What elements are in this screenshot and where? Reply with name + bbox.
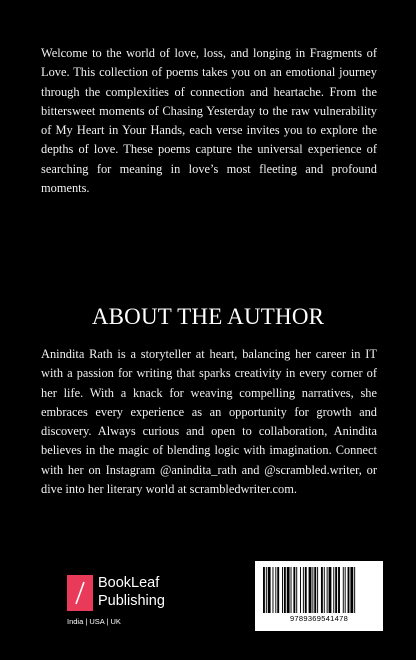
barcode-bar xyxy=(266,567,267,613)
barcode-bar xyxy=(263,567,265,613)
barcode-bar xyxy=(293,567,295,613)
barcode-bar xyxy=(268,567,271,613)
barcode-bar xyxy=(329,567,332,613)
barcode-bar xyxy=(291,567,292,613)
author-bio: Anindita Rath is a storyteller at heart, balancing her career in IT with a passion for writing that sparks creativity in every corner of her life. With a knack for weaving compelling narratives, she embraces every experience as an opportunity for growth and discovery. Always curious and open to collaboration, Anindita believes in the magic of blending logic with imagination. Connect with her on Instagram @anindita_rath and @scrambled.writer, or dive into her literary world at scrambledwriter.com. xyxy=(41,347,377,497)
about-author-heading: ABOUT THE AUTHOR xyxy=(91,304,325,329)
barcode-bar xyxy=(343,567,344,613)
barcode-bar xyxy=(287,567,290,613)
barcode-bar xyxy=(321,567,323,613)
barcode-bar xyxy=(275,567,276,613)
barcode-bar xyxy=(277,567,279,613)
barcode-bar xyxy=(327,567,328,613)
barcode-bar xyxy=(309,567,312,613)
publisher-mark-icon xyxy=(67,575,93,611)
barcode-bar xyxy=(282,567,283,613)
barcode-bar xyxy=(333,567,334,613)
book-blurb: Welcome to the world of love, loss, and longing in Fragments of Love. This collection of poems takes you on an emotional journey through the complexities of connection and heartache. From the bittersweet moments of Chasing Yesterday to the raw vulnerability of My Heart in Your Hands, each verse invites you to explore the depths of love. These poems capture the universal experience of searching for meaning in love’s most fleeting and profound moments. xyxy=(41,46,377,196)
barcode-bar xyxy=(284,567,286,613)
barcode-bar xyxy=(324,567,325,613)
barcode-bar xyxy=(338,567,340,613)
barcode-bar xyxy=(305,567,307,613)
barcode-bar xyxy=(348,567,350,613)
publisher-locations: India | USA | UK xyxy=(67,617,121,626)
barcode-bar xyxy=(314,567,316,613)
barcode-bar xyxy=(317,567,318,613)
barcode-bar xyxy=(303,567,304,613)
barcode-bar xyxy=(345,567,346,613)
publisher-name-line1: BookLeaf xyxy=(98,575,160,591)
publisher-name xyxy=(98,574,165,610)
barcode-bar xyxy=(300,567,301,613)
barcode-bar xyxy=(335,567,337,613)
isbn-number: 9789369541478 xyxy=(289,614,349,623)
barcode-bar xyxy=(273,567,274,613)
publisher-logo xyxy=(67,575,177,630)
publisher-name-line2: Publishing xyxy=(98,593,165,609)
barcode-bar xyxy=(354,567,355,613)
barcode-bar xyxy=(296,567,297,613)
barcode-bar xyxy=(312,567,313,613)
barcode-bar xyxy=(350,567,353,613)
isbn-barcode xyxy=(255,561,383,631)
barcode-bars xyxy=(262,567,376,613)
